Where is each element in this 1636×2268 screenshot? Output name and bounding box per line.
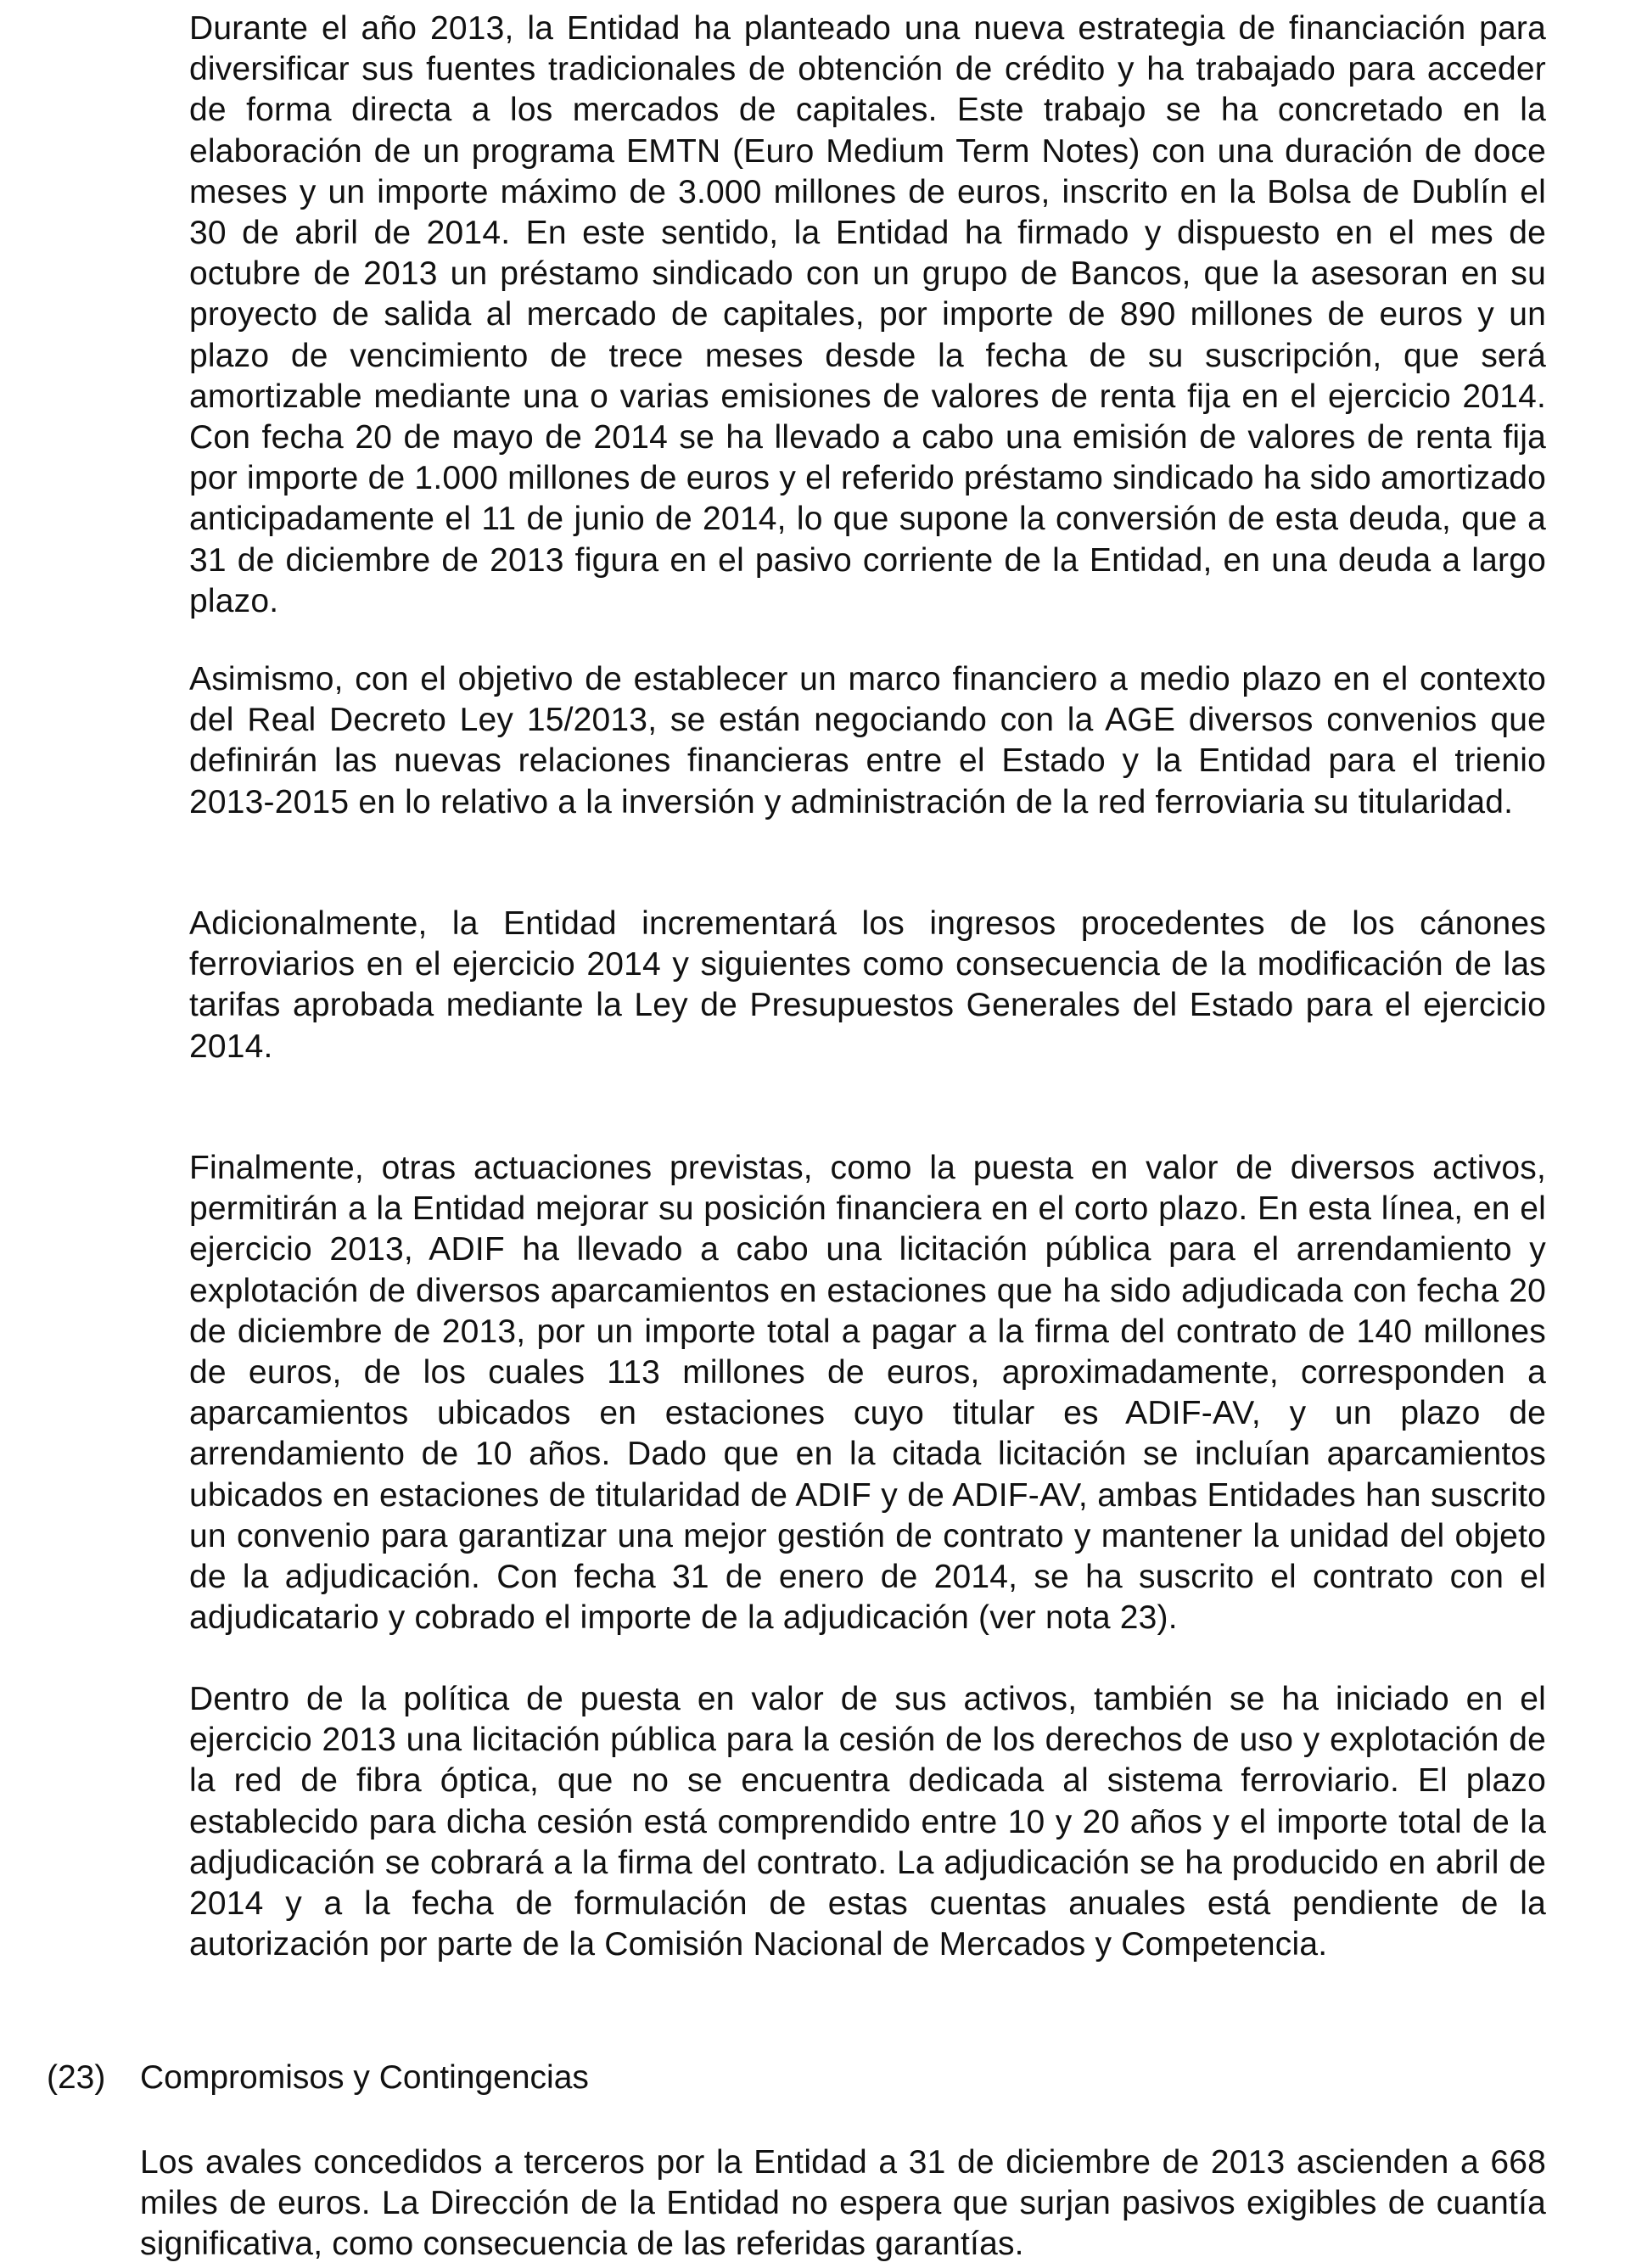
section-number: (23): [47, 2059, 106, 2096]
paragraph-guarantees: Los avales concedidos a terceros por la Entidad a 31 de diciembre de 2013 ascienden a 668 miles de euros. La Dirección de la Entidad no espera que surjan pasivos exigibles de cuantía significativa, como consecuencia de las referidas garantías.: [140, 2144, 1546, 2263]
section-title: Compromisos y Contingencias: [140, 2059, 589, 2096]
section-heading: [47, 2058, 589, 2098]
paragraph-financing-strategy: Durante el año 2013, la Entidad ha planteado una nueva estrategia de financiación para diversificar sus fuentes tradicionales de obtención de crédito y ha trabajado para acceder de forma directa a los mercados de capitales. Este trabajo se ha concretado en la elaboración de un programa EMTN (Euro Medium Term Notes) con una duración de doce meses y un importe máximo de 3.000 millones de euros, inscrito en la Bolsa de Dublín el 30 de abril de 2014. En este sentido, la Entidad ha firmado y dispuesto en el mes de octubre de 2013 un préstamo sindicado con un grupo de Bancos, que la asesoran en su proyecto de salida al mercado de capitales, por importe de 890 millones de euros y un plazo de vencimiento de trece meses desde la fecha de su suscripción, que será amortizable mediante una o varias emisiones de valores de renta fija en el ejercicio 2014. Con fecha 20 de mayo de 2014 se ha llevado a cabo una emisión de valores de renta fija por importe de 1.000 millones de euros y el referido préstamo sindicado ha sido amortizado anticipadamente el 11 de junio de 2014, lo que supone la conversión de esta deuda, que a 31 de diciembre de 2013 figura en el pasivo corriente de la Entidad, en una deuda a largo plazo.: [189, 10, 1546, 619]
paragraph-railway-fees: Adicionalmente, la Entidad incrementará los ingresos procedentes de los cánones ferroviarios en el ejercicio 2014 y siguientes como consecuencia de la modificación de las tarifas aprobada mediante la Ley de Presupuestos Generales del Estado para el ejercicio 2014.: [189, 905, 1546, 1065]
paragraph-parking-tender: Finalmente, otras actuaciones previstas, como la puesta en valor de diversos activos, permitirán a la Entidad mejorar su posición financiera en el corto plazo. En esta línea, en el ejercicio 2013, ADIF ha llevado a cabo una licitación pública para el arrendamiento y explotación de diversos aparcamientos en estaciones que ha sido adjudicada con fecha 20 de diciembre de 2013, por un importe total a pagar a la firma del contrato de 140 millones de euros, de los cuales 113 millones de euros, aproximadamente, corresponden a aparcamientos ubicados en estaciones cuyo titular es ADIF-AV, y un plazo de arrendamiento de 10 años. Dado que en la citada licitación se incluían aparcamientos ubicados en estaciones de titularidad de ADIF y de ADIF-AV, ambas Entidades han suscrito un convenio para garantizar una mejor gestión de contrato y mantener la unidad del objeto de la adjudicación. Con fecha 31 de enero de 2014, se ha suscrito el contrato con el adjudicatario y cobrado el importe de la adjudicación (ver nota 23).: [189, 1150, 1546, 1637]
paragraph-financial-framework: Asimismo, con el objetivo de establecer un marco financiero a medio plazo en el contexto del Real Decreto Ley 15/2013, se están negociando con la AGE diversos convenios que definirán las nuevas relaciones financieras entre el Estado y la Entidad para el trienio 2013-2015 en lo relativo a la inversión y administración de la red ferroviaria su titularidad.: [189, 661, 1546, 820]
paragraph-fiber-optic-tender: Dentro de la política de puesta en valor de sus activos, también se ha iniciado en el ejercicio 2013 una licitación pública para la cesión de los derechos de uso y explotación de la red de fibra óptica, que no se encuentra dedicada al sistema ferroviario. El plazo establecido para dicha cesión está comprendido entre 10 y 20 años y el importe total de la adjudicación se cobrará a la firma del contrato. La adjudicación se ha producido en abril de 2014 y a la fecha de formulación de estas cuentas anuales está pendiente de la autorización por parte de la Comisión Nacional de Mercados y Competencia.: [189, 1681, 1546, 1963]
